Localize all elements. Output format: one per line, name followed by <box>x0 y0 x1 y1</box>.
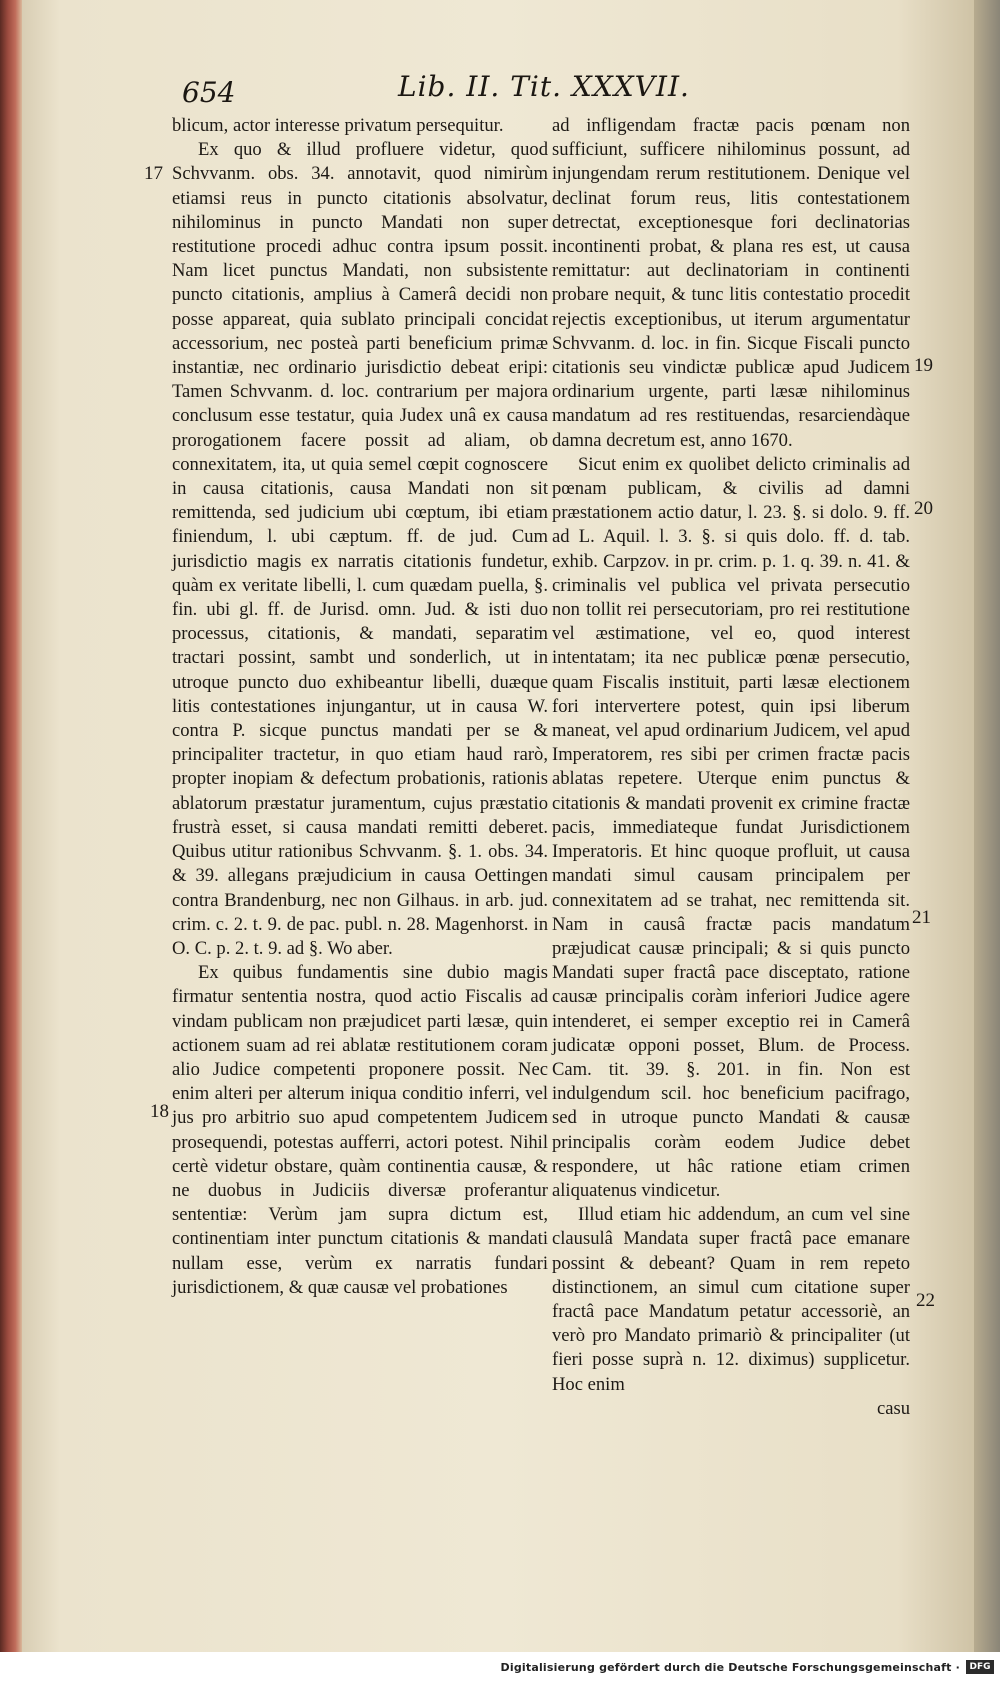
right-column <box>552 114 910 1421</box>
margin-number-17: 17 <box>144 163 163 184</box>
left-column <box>172 114 548 1300</box>
margin-number-22: 22 <box>916 1290 935 1311</box>
margin-number-21: 21 <box>912 907 931 928</box>
book-edge <box>0 0 22 1684</box>
catchword: casu <box>876 1397 910 1419</box>
margin-number-19: 19 <box>914 355 933 376</box>
digitization-footer <box>0 1652 1000 1684</box>
paragraph: Ex quibus fundamentis sine dubio magis firmatur sententia nostra, quod actio Fiscalis ad vindam publicam non præjudicet parti læsæ, quin actionem suam ad rei ablatæ restitutionem coram alio Judice competenti proponere possit. Nec enim alteri per alterum iniqua conditio inferri, vel jus pro arbitrio suo apud competentem Judicem prosequendi, potestas aufferri, actori potest. Nihil certè videtur obstare, quàm continentia causæ, & ne duobus in Judiciis diversæ proferantur sententiæ: Verùm jam supra dictum est, continentiam inter punctum citationis & mandati nullam esse, verùm ex narratis fundari jurisdictionem, & quæ causæ vel probationes <box>172 962 548 1298</box>
page-number: 654 <box>182 76 236 109</box>
margin-number-18: 18 <box>150 1101 169 1122</box>
page-shadow <box>974 0 1000 1652</box>
paragraph: Sicut enim ex quolibet delicto criminalis ad pœnam publicam, & civilis ad damni præstationem actio datur, l. 23. §. si dolo. 9. ff. ad L. Aquil. l. 3. §. si quis dolo. ff. d. tab. exhib. Carpzov. in pr. crim. p. 1. q. 39. n. 41. & criminalis vel publica vel privata persecutio non tollit rei persecutoriam, pro rei restitutione vel æstimatione, vel eo, quod interest intentatam; ita nec publicæ pœnæ persecutio, quam Fiscalis instituit, parti læsæ electionem fori intervertere potest, quin ipsi liberum maneat, vel apud ordinarium Judicem, vel apud Imperatorem, res sibi per crimen fractæ pacis ablatas repetere. Uterque enim punctus & citationis & mandati provenit ex crimine fractæ pacis, immediateque fundat Jurisdictionem Imperatoris. Et hinc quoque profluit, ut causa mandati simul causam principalem per connexitatem ad se trahat, nec remittenda sit. Nam in causâ fractæ pacis mandatum præjudicat causæ principali; & si quis puncto Mandati super fractâ pace disceptato, ratione causæ principalis coràm inferiori Judice agere intenderet, ei semper exceptio rei in Camerâ judicatæ opponi posset, Blum. de Process. Cam. tit. 39. §. 201. in fin. Non est indulgendum scil. hoc beneficium pacifrago, sed in utroque puncto Mandati & causæ principalis coràm eodem Judice debet respondere, ut hâc ratione etiam crimen aliquatenus vindicetur. <box>552 453 910 1201</box>
paragraph: ad infligendam fractæ pacis pœnam non sufficiunt, sufficere nihilominus possunt, ad injungendam rerum restitutionem. Denique vel declinat forum reus, litis contestationem detrectat, exceptionesque fori declinatorias incontinenti probat, & plana res est, ut causa remittatur: aut declinatoriam in continenti probare nequit, & tunc litis contestatio procedit rejectis exceptionibus, ut iterum argumentatur Schvvanm. d. loc. in fin. Sicque Fiscali puncto citationis seu vindictæ publicæ apud Judicem ordinarium urgente, parti læsæ nihilominus mandatum ad res restituendas, resarciendàque damna decretum est, anno 1670. <box>552 115 910 451</box>
running-title: Lib. II. Tit. XXXVII. <box>398 70 690 103</box>
paragraph: Ex quo & illud profluere videtur, quod Schvvanm. obs. 34. annotavit, quod nimirùm etiamsi reus in puncto citationis absolvatur, nihilominus in puncto Mandati non super restitutione procedi adhuc contra ipsum possit. Nam licet punctus Mandati, non subsistente puncto citationis, amplius à Camerâ decidi non posse appareat, quia sublato principali concidat accessorium, nec posteà parti beneficium primæ instantiæ, nec ordinario jurisdictio debeat eripi: Tamen Schvvanm. d. loc. contrarium per majora conclusum esse testatur, quia Judex unâ ex causa prorogationem facere possit ad aliam, ob connexitatem, ita, ut quia semel cœpit cognoscere in causa citationis, causa Mandati non sit remittenda, sed judicium ubi cœptum, ibi etiam finiendum, l. ubi cæptum. ff. de jud. Cum jurisdictio magis ex narratis citationis fundetur, quàm ex veritate libelli, l. cum quædam puella, §. fin. ubi gl. ff. de Jurisd. omn. Jud. & isti duo processus, citationis, & mandati, separatim tractari possint, sambt und sonderlich, ut in utroque puncto duo exhibeantur libelli, duæque litis contestationes injungantur, ut in causa W. contra P. sicque punctus mandati per se & principaliter tractetur, in quo etiam haud rarò, propter inopiam & defectum probationis, rationis ablatorum præstatur juramentum, cujus præstatio frustrà esset, si causa mandati remitti deberet. Quibus utitur rationibus Schvvanm. §. 1. obs. 34. & 39. allegans præjudicium in causa Oettingen contra Brandenburg, nec non Gilhaus. in arb. jud. crim. c. 2. t. 9. de pac. publ. n. 28. Magenhorst. in O. C. p. 2. t. 9. ad §. Wo aber. <box>172 139 548 959</box>
paragraph: blicum, actor interesse privatum persequitur. <box>172 115 504 136</box>
footer-credit: Digitalisierung gefördert durch die Deutsche Forschungsgemeinschaft · <box>500 1661 960 1674</box>
paragraph: Illud etiam hic addendum, an cum vel sine clausulâ Mandata super fractâ pace emanare possint & debeant? Quam in rem repeto distinctionem, an simul cum citatione super fractâ pace Mandatum petatur accessoriè, an verò pro Mandato primariò & principaliter (ut fieri posse suprà n. 12. diximus) supplicetur. Hoc enim <box>552 1204 910 1395</box>
page-header <box>0 66 1000 110</box>
dfg-logo: DFG <box>966 1660 994 1674</box>
margin-number-20: 20 <box>914 498 933 519</box>
